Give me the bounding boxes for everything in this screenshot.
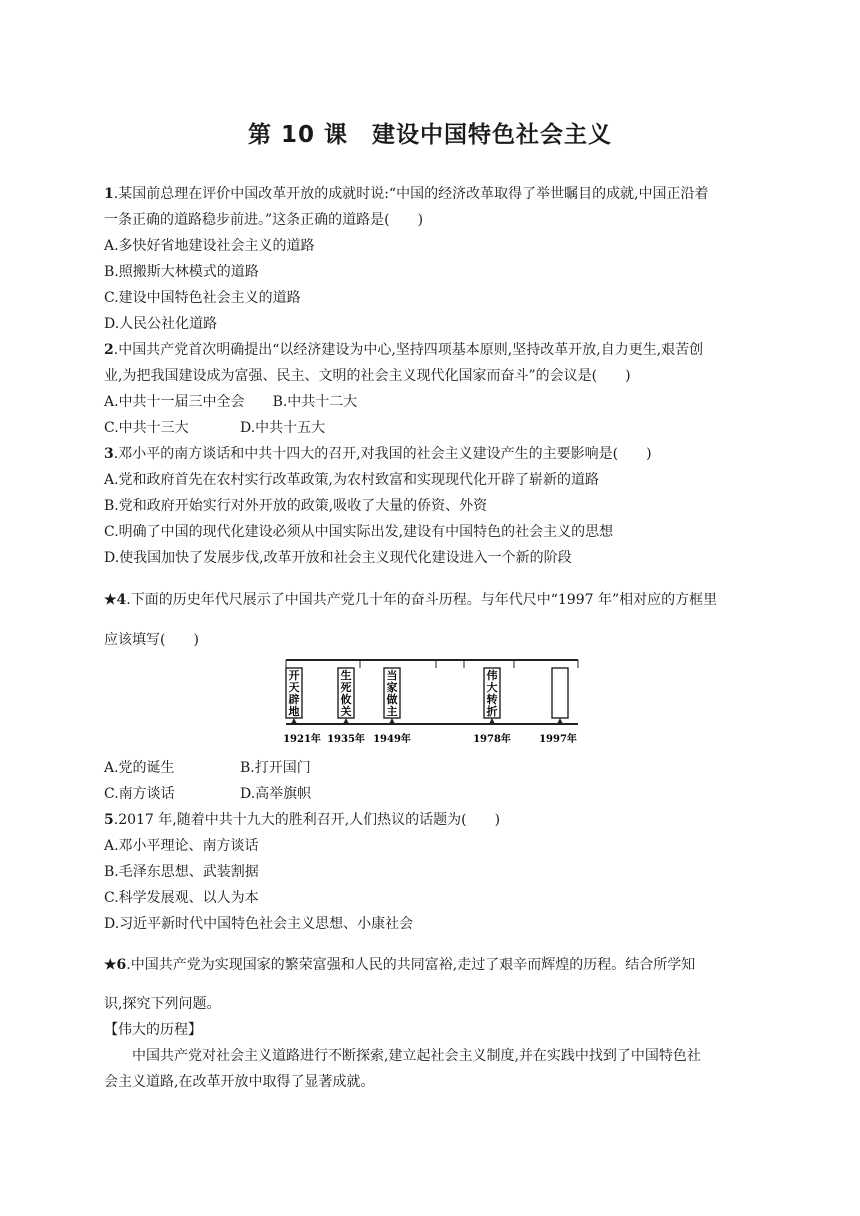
- q4-line1: [104, 590, 717, 610]
- q2-number: 2: [104, 342, 114, 358]
- q3-option-a: A.党和政府首先在农村实行改革政策,为农村致富和实现现代化开辟了崭新的道路: [104, 472, 600, 488]
- history-timeline: [284, 656, 580, 748]
- q1-option-c: C.建设中国特色社会主义的道路: [104, 290, 301, 306]
- timeline-arrow: [343, 718, 349, 724]
- q1-stem-1: .某国前总理在评价中国改革开放的成就时说:“中国的经济改革取得了举世瞩目的成就,中国正沿着: [113, 186, 709, 202]
- timeline-year-1949: 1949年: [373, 734, 411, 745]
- q5-number: 5: [104, 812, 114, 828]
- q5-option-c: C.科学发展观、以人为本: [104, 890, 259, 906]
- q6-section-heading: 【伟大的历程】: [104, 1022, 202, 1038]
- q6-line1: [104, 955, 695, 975]
- q5-stem-1: .2017 年,随着中共十九大的胜利召开,人们热议的话题为( ): [113, 812, 501, 828]
- timeline-arrow: [389, 718, 395, 724]
- timeline-label-1921-3: 辟: [288, 693, 300, 706]
- q2-options-cd: [104, 418, 325, 438]
- q4-number: ★4: [104, 592, 127, 608]
- q3-option-c: C.明确了中国的现代化建设必须从中国实际出发,建设有中国特色的社会主义的思想: [104, 524, 614, 540]
- q2-option-a: A.中共十一届三中全会: [104, 394, 245, 410]
- timeline-label-1935-2: 死: [340, 681, 352, 694]
- q4-stem-1: .下面的历史年代尺展示了中国共产党几十年的奋斗历程。与年代尺中“1997 年”相对应的方框里: [126, 592, 718, 608]
- q6-paragraph-1: 中国共产党对社会主义道路进行不断探索,建立起社会主义制度,并在实践中找到了中国特色社: [132, 1048, 701, 1064]
- q1-number: 1: [104, 186, 114, 202]
- q2-option-b: B.中共十二大: [272, 394, 358, 410]
- q5-line1: [104, 810, 500, 830]
- q4-options-ab: [104, 758, 311, 778]
- q4-option-c: C.南方谈话: [104, 786, 175, 802]
- timeline-year-1997: 1997年: [539, 734, 577, 745]
- timeline-label-1921-4: 地: [288, 705, 300, 718]
- q1-stem-2: 一条正确的道路稳步前进。”这条正确的道路是( ): [104, 212, 424, 228]
- timeline-label-1935-3: 攸: [340, 693, 352, 706]
- q6-paragraph-2: 会主义道路,在改革开放中取得了显著成就。: [104, 1074, 375, 1090]
- timeline-arrow: [291, 718, 297, 724]
- q3-stem-1: .邓小平的南方谈话和中共十四大的召开,对我国的社会主义建设产生的主要影响是( ): [113, 446, 652, 462]
- q4-option-b: B.打开国门: [240, 760, 311, 776]
- q2-stem-1: .中国共产党首次明确提出“以经济建设为中心,坚持四项基本原则,坚持改革开放,自力更生,艰苦创: [113, 342, 704, 358]
- timeline-label-1978-3: 转: [486, 693, 498, 706]
- q4-options-cd: [104, 784, 311, 804]
- timeline-label-1949-1: 当: [386, 669, 398, 682]
- q1-option-a: A.多快好省地建设社会主义的道路: [104, 238, 315, 254]
- timeline-label-1978-4: 折: [486, 705, 498, 718]
- timeline-label-1978-2: 大: [486, 681, 498, 694]
- timeline-box-1997-blank: [552, 668, 568, 718]
- page-title: 第 10 课 建设中国特色社会主义: [247, 122, 613, 148]
- q6-stem-1: .中国共产党为实现国家的繁荣富强和人民的共同富裕,走过了艰辛而辉煌的历程。结合所学知: [126, 957, 696, 973]
- q2-stem-2: 业,为把我国建设成为富强、民主、文明的社会主义现代化国家而奋斗”的会议是( ): [104, 368, 631, 384]
- timeline-label-1949-2: 家: [386, 681, 398, 694]
- timeline-label-1935-1: 生: [340, 669, 352, 682]
- q5-option-a: A.邓小平理论、南方谈话: [104, 838, 259, 854]
- q5-option-b: B.毛泽东思想、武装割据: [104, 864, 259, 880]
- q6-number: ★6: [104, 957, 127, 973]
- timeline-year-1935: 1935年: [327, 734, 365, 745]
- q3-option-b: B.党和政府开始实行对外开放的政策,吸收了大量的侨资、外资: [104, 498, 488, 514]
- timeline-label-1978-1: 伟: [486, 669, 498, 682]
- q1-option-b: B.照搬斯大林模式的道路: [104, 264, 259, 280]
- q2-option-d: D.中共十五大: [240, 420, 326, 436]
- q2-option-c: C.中共十三大: [104, 420, 189, 436]
- q4-option-d: D.高举旗帜: [240, 786, 312, 802]
- timeline-label-1935-4: 关: [340, 705, 352, 718]
- timeline-label-1949-4: 主: [386, 705, 398, 718]
- q2-options-ab: [104, 392, 357, 412]
- q3-option-d: D.使我国加快了发展步伐,改革开放和社会主义现代化建设进入一个新的阶段: [104, 550, 572, 566]
- timeline-arrow: [557, 718, 563, 724]
- timeline-label-1921-2: 天: [288, 681, 300, 694]
- timeline-label-1921-1: 开: [288, 669, 300, 682]
- q1-line1: [104, 184, 709, 204]
- q1-option-d: D.人民公社化道路: [104, 316, 218, 332]
- q4-option-a: A.党的诞生: [104, 760, 175, 776]
- timeline-label-1949-3: 做: [386, 693, 398, 706]
- q3-number: 3: [104, 446, 114, 462]
- q6-stem-2: 识,探究下列问题。: [104, 996, 221, 1012]
- q5-option-d: D.习近平新时代中国特色社会主义思想、小康社会: [104, 916, 414, 932]
- q3-line1: [104, 444, 652, 464]
- timeline-arrow: [489, 718, 495, 724]
- q2-line1: [104, 340, 703, 360]
- timeline-year-1921: 1921年: [284, 734, 321, 745]
- timeline-year-1978: 1978年: [473, 734, 511, 745]
- q4-stem-2: 应该填写( ): [104, 632, 199, 648]
- timeline-svg: [284, 656, 580, 748]
